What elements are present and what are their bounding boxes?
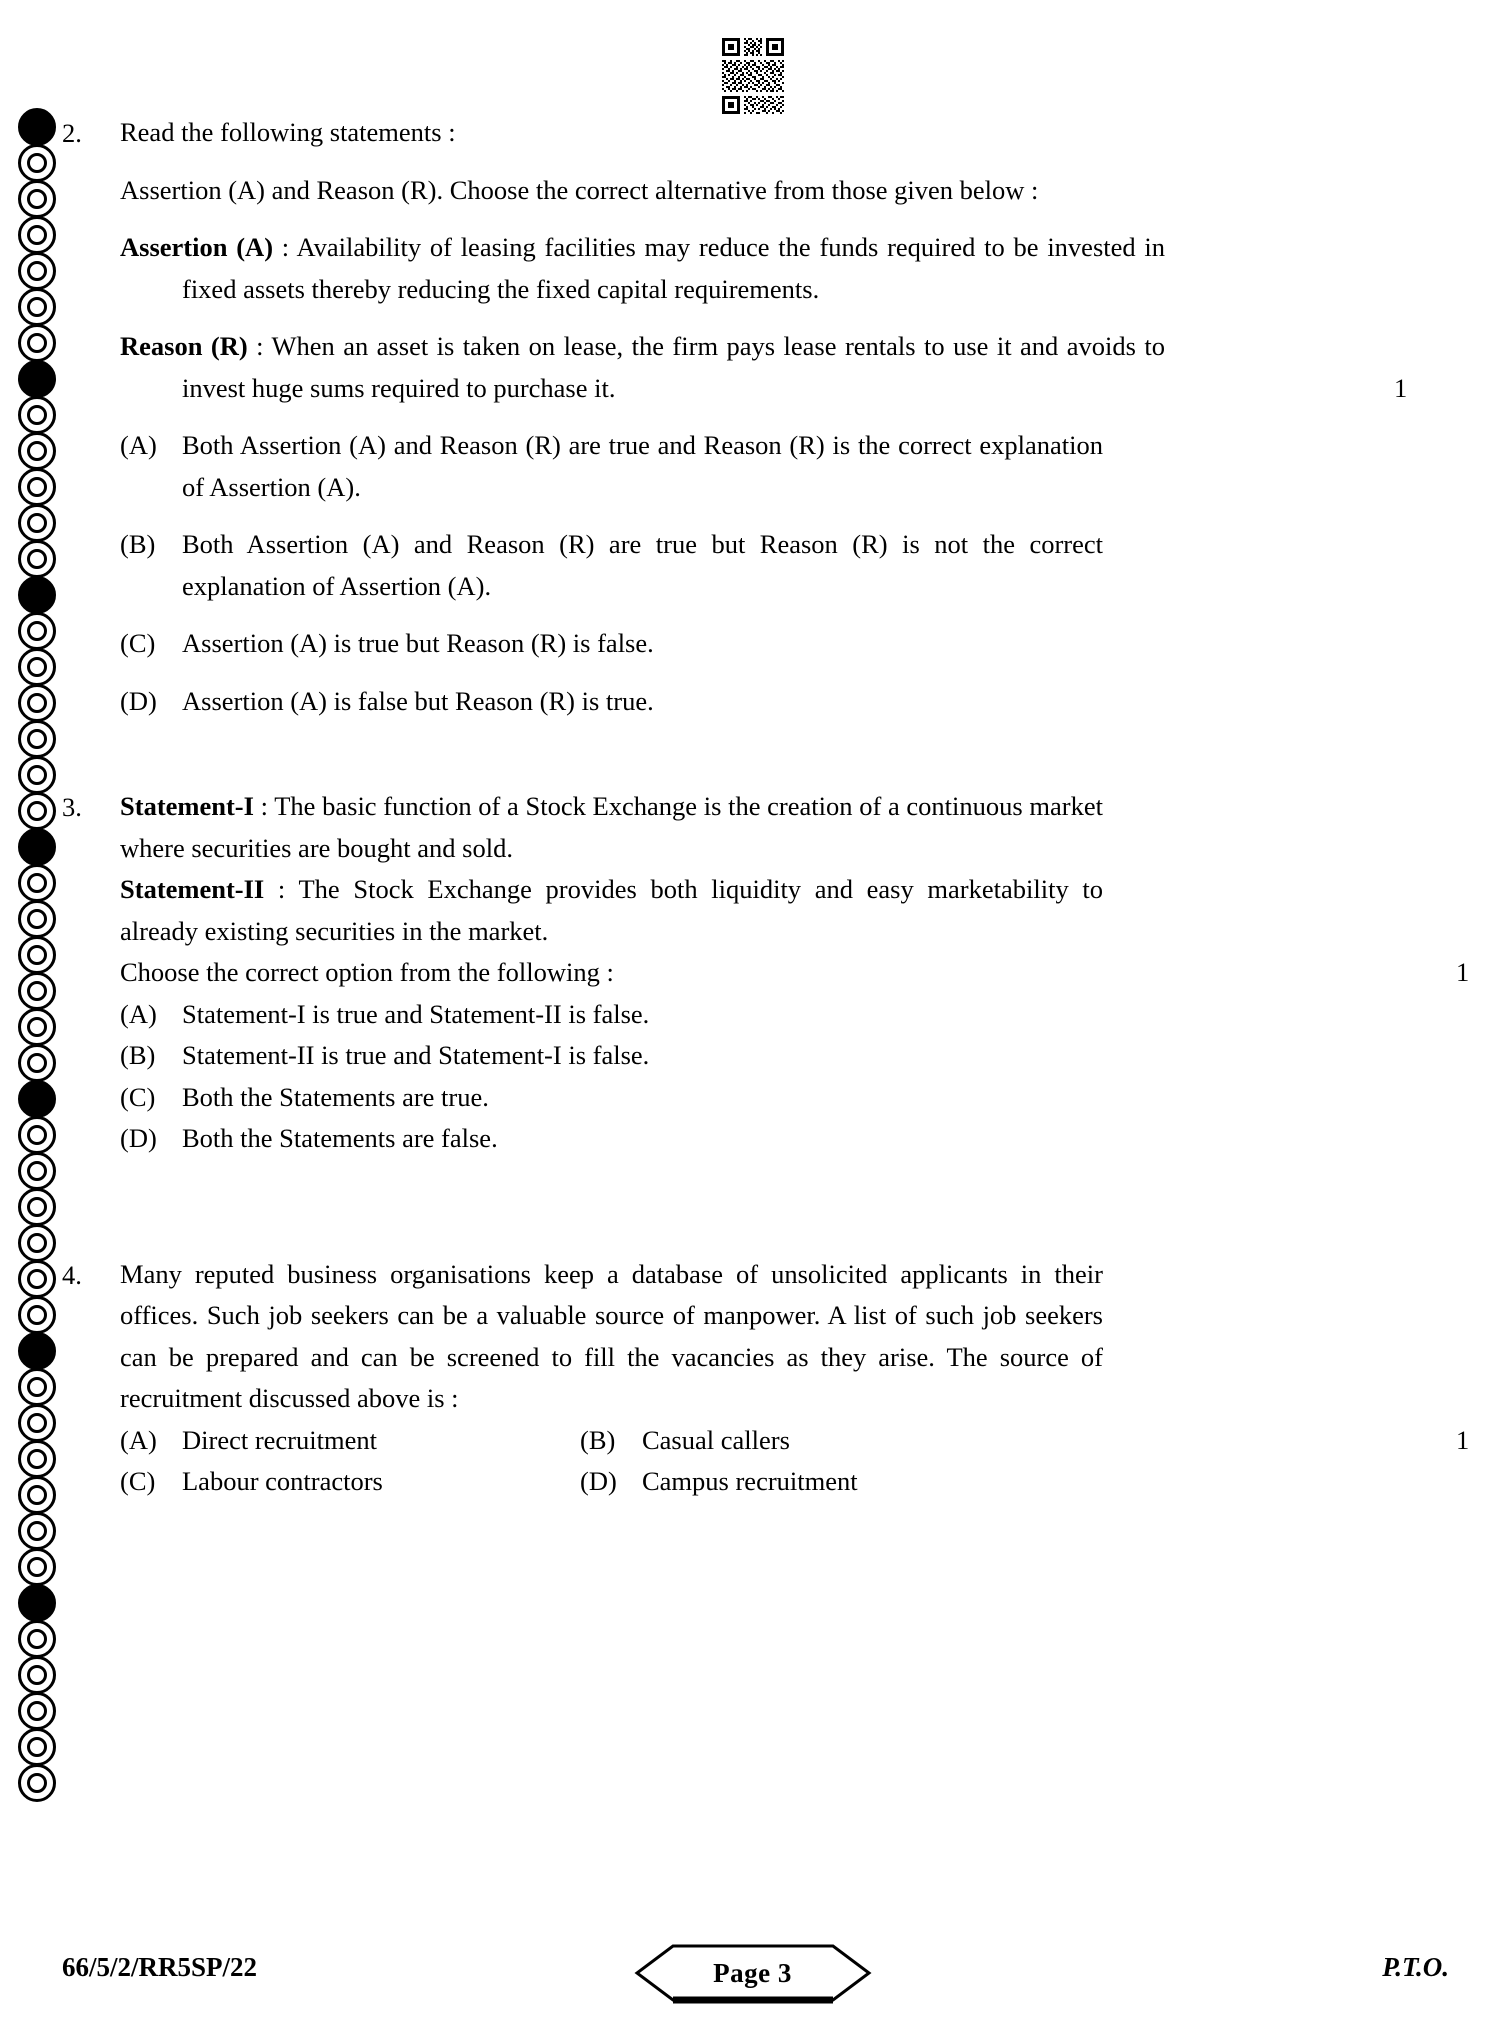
binding-ring	[18, 360, 56, 398]
question-3-number: 3.	[62, 792, 82, 822]
binding-ring	[18, 684, 56, 722]
binding-ring	[18, 1008, 56, 1046]
binding-ring	[18, 972, 56, 1010]
binding-ring	[18, 1440, 56, 1478]
question-2-option-d[interactable]	[120, 681, 1103, 723]
binding-ring	[18, 324, 56, 362]
binding-ring	[18, 864, 56, 902]
binding-ring	[18, 216, 56, 254]
binding-ring	[18, 900, 56, 938]
question-3-option-d[interactable]	[120, 1118, 1103, 1160]
question-4-marks: 1	[1456, 1424, 1470, 1455]
binding-ring	[18, 108, 56, 146]
binding-ring	[18, 1044, 56, 1082]
reason-separator: :	[247, 331, 272, 361]
binding-ring	[18, 468, 56, 506]
statement-1-label: Statement-I	[120, 791, 254, 821]
option-text: Both Assertion (A) and Reason (R) are true and Reason (R) is the correct explanation of Assertion (A).	[182, 430, 1103, 502]
binding-ring	[18, 1188, 56, 1226]
binding-ring	[18, 1476, 56, 1514]
question-3-choose-line	[120, 952, 1470, 994]
option-text: Assertion (A) is true but Reason (R) is false.	[182, 628, 654, 658]
option-text: Both the Statements are false.	[182, 1123, 498, 1153]
binding-ring	[18, 1224, 56, 1262]
question-2-assertion	[120, 227, 1165, 310]
binding-ring	[18, 1332, 56, 1370]
binding-ring	[18, 432, 56, 470]
assertion-separator: :	[273, 232, 297, 262]
binding-ring	[18, 504, 56, 542]
binding-ring	[18, 540, 56, 578]
question-content	[62, 112, 1470, 1503]
pto-label: P.T.O.	[1382, 1952, 1449, 1982]
binding-ring	[18, 1260, 56, 1298]
binding-ring	[18, 936, 56, 974]
option-text: Labour contractors	[182, 1466, 383, 1496]
binding-ring	[18, 1368, 56, 1406]
statement-2-separator: :	[264, 874, 299, 904]
question-3-statement-2	[120, 869, 1103, 952]
binding-ring	[18, 1404, 56, 1442]
option-text: Campus recruitment	[642, 1466, 858, 1496]
option-label: (B)	[120, 529, 156, 559]
binding-ring	[18, 1152, 56, 1190]
option-label: (B)	[580, 1424, 616, 1455]
option-label: (C)	[120, 628, 156, 658]
binding-ring	[18, 612, 56, 650]
option-label: (B)	[120, 1040, 156, 1070]
question-2-option-c[interactable]	[120, 623, 1103, 665]
binding-ring	[18, 288, 56, 326]
binding-ring	[18, 1116, 56, 1154]
binding-ring	[18, 1296, 56, 1334]
option-label: (A)	[120, 430, 157, 460]
option-label: (D)	[580, 1466, 617, 1496]
binding-ring	[18, 1080, 56, 1118]
question-3-option-a[interactable]	[120, 994, 1103, 1036]
option-label: (D)	[120, 685, 157, 716]
question-3-option-c[interactable]	[120, 1077, 1103, 1119]
option-label: (C)	[120, 1466, 156, 1496]
binding-ring	[18, 1512, 56, 1550]
binding-ring	[18, 756, 56, 794]
paper-code: 66/5/2/RR5SP/22	[62, 1952, 258, 1982]
option-label: (A)	[120, 998, 157, 1029]
question-3-statement-1	[120, 786, 1103, 869]
option-text: Statement-I is true and Statement-II is false.	[182, 998, 650, 1029]
question-2-reason: Reason (R) : When an asset is taken on lease, the firm pays lease rentals to use it and avoids to invest huge sums required to purchase it. 1	[120, 331, 1408, 403]
binding-ring	[18, 720, 56, 758]
binding-ring	[18, 576, 56, 614]
question-2-instruction: Assertion (A) and Reason (R). Choose the correct alternative from those given below :	[120, 174, 1039, 205]
binding-ring	[18, 1728, 56, 1766]
question-2	[62, 112, 1442, 722]
question-4-option-d[interactable]	[580, 1461, 858, 1503]
option-text: Assertion (A) is false but Reason (R) is true.	[182, 685, 654, 716]
option-text: Casual callers	[642, 1424, 790, 1455]
question-4	[62, 1254, 1470, 1503]
question-4-option-b[interactable]	[580, 1420, 790, 1462]
page-number-label: Page 3	[713, 1957, 792, 1988]
question-4-options-row-2	[120, 1461, 1120, 1503]
binding-ring	[18, 1692, 56, 1730]
option-text: Both the Statements are true.	[182, 1081, 489, 1112]
choose-line-text: Choose the correct option from the following :	[120, 957, 614, 987]
binding-ring	[18, 1584, 56, 1622]
assertion-label: Assertion (A)	[120, 232, 274, 262]
question-2-option-a[interactable]	[120, 425, 1103, 508]
assertion-text: Availability of leasing facilities may reduce the funds required to be invested in fixed assets thereby reducing the fixed capital requirements.	[182, 232, 1166, 304]
question-4-stem-text: Many reputed business organisations keep a database of unsolicited applicants in their offices. Such job seekers can be a valuable source of manpower. A list of such job seekers can be prepared and can be screened to fill the vacancies as they arise. The source of recruitment discussed above is :	[120, 1258, 1103, 1413]
reason-label: Reason (R)	[120, 331, 248, 361]
question-3-marks: 1	[1456, 957, 1470, 987]
page-footer	[0, 1948, 1505, 2008]
page-number-badge	[633, 1942, 873, 2004]
question-4-number: 4.	[62, 1259, 82, 1290]
statement-1-text: The basic function of a Stock Exchange is the creation of a continuous market where securities are bought and sold.	[120, 791, 1103, 863]
option-label: (C)	[120, 1081, 156, 1112]
option-label: (D)	[120, 1123, 157, 1153]
option-text: Both Assertion (A) and Reason (R) are true but Reason (R) is not the correct explanation of Assertion (A).	[182, 529, 1103, 601]
binding-ring	[18, 180, 56, 218]
question-3-option-b[interactable]	[120, 1035, 1103, 1077]
qr-code-container	[0, 36, 1505, 116]
binding-ring	[18, 1620, 56, 1658]
question-2-option-b[interactable]	[120, 524, 1103, 607]
binding-ring	[18, 1764, 56, 1802]
statement-2-text: The Stock Exchange provides both liquidity and easy marketability to already existing securities in the market.	[120, 874, 1103, 946]
option-text: Statement-II is true and Statement-I is false.	[182, 1040, 650, 1070]
question-3	[62, 786, 1470, 1160]
binding-ring	[18, 144, 56, 182]
question-4-option-c[interactable]	[120, 1461, 580, 1503]
binding-ring	[18, 1656, 56, 1694]
spiral-binding	[14, 108, 60, 1988]
reason-text: When an asset is taken on lease, the firm pays lease rentals to use it and avoids to invest huge sums required to purchase it.	[182, 331, 1166, 403]
question-2-stem: Read the following statements :	[120, 117, 456, 147]
binding-ring	[18, 252, 56, 290]
question-2-number: 2.	[62, 118, 82, 148]
question-4-options-row-1	[120, 1420, 1120, 1462]
statement-1-separator: :	[253, 791, 275, 821]
binding-ring	[18, 792, 56, 830]
qr-code-icon	[720, 36, 786, 116]
option-label: (A)	[120, 1424, 157, 1455]
question-4-option-a[interactable]	[120, 1420, 580, 1462]
binding-ring	[18, 1548, 56, 1586]
binding-ring	[18, 648, 56, 686]
binding-ring	[18, 828, 56, 866]
option-text: Direct recruitment	[182, 1424, 377, 1455]
binding-ring	[18, 396, 56, 434]
statement-2-label: Statement-II	[120, 874, 265, 904]
